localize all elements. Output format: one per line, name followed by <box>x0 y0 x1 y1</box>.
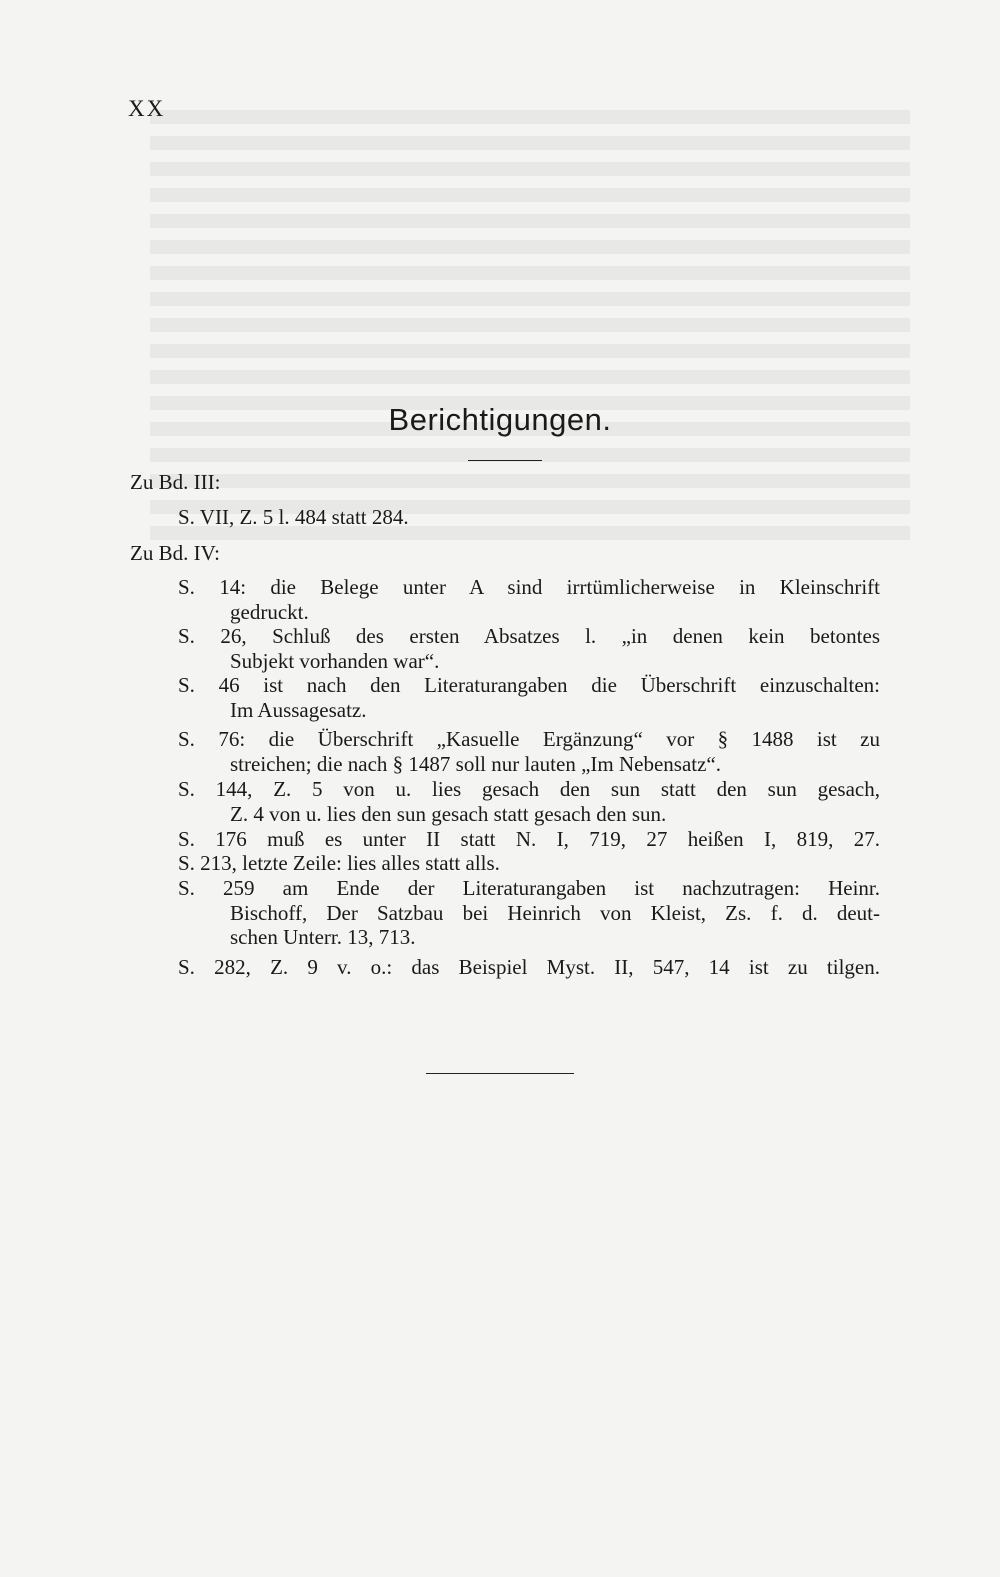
entry-line: Subjekt vorhanden war“. <box>230 648 440 673</box>
closing-rule <box>426 1073 574 1074</box>
entry-line: S. VII, Z. 5 l. 484 statt 284. <box>178 505 409 529</box>
entry-line: S. 282, Z. 9 v. o.: das Beispiel Myst. II, 547, 14 ist zu tilgen. <box>178 955 880 979</box>
page-title-text: Berichtigungen. <box>388 402 612 437</box>
entry-line: Im Aussagesatz. <box>230 697 367 722</box>
entry-line: S. 14: die Belege unter A sind irrtümlicherweise in Kleinschrift <box>178 575 880 599</box>
correction-entry <box>178 624 880 673</box>
correction-entry <box>178 673 880 722</box>
bleed-through-texture <box>150 110 910 540</box>
entry-line: Z. 4 von u. lies den sun gesach statt gesach den sun. <box>230 801 667 826</box>
section-heading-bd-iii: Zu Bd. III: <box>130 470 221 494</box>
correction-entry <box>178 575 880 624</box>
page-title <box>0 402 1000 438</box>
entry-line: S. 46 ist nach den Literaturangaben die Überschrift einzuschalten: <box>178 673 880 697</box>
entry-line: schen Unterr. 13, 713. <box>230 925 416 949</box>
correction-entry <box>178 851 880 876</box>
correction-entry <box>178 727 880 776</box>
entry-line: S. 259 am Ende der Literaturangaben ist nachzutragen: Heinr. <box>178 876 880 900</box>
entry-line: S. 213, letzte Zeile: lies alles statt alls. <box>178 851 500 875</box>
entry-line: gedruckt. <box>230 599 309 624</box>
title-divider <box>468 460 542 461</box>
entry-line: S. 76: die Überschrift „Kasuelle Ergänzung“ vor § 1488 ist zu <box>178 727 880 751</box>
correction-entry <box>178 827 880 852</box>
entry-line: S. 26, Schluß des ersten Absatzes l. „in denen kein betontes <box>178 624 880 648</box>
entry-line: S. 176 muß es unter II statt N. I, 719, 27 heißen I, 819, 27. <box>178 827 880 851</box>
entry-line: streichen; die nach § 1487 soll nur lauten „Im Nebensatz“. <box>230 751 721 776</box>
correction-entry <box>178 955 880 980</box>
correction-entry <box>178 876 880 950</box>
section-heading-bd-iv: Zu Bd. IV: <box>130 541 221 565</box>
entry-line: S. 144, Z. 5 von u. lies gesach den sun statt den sun gesach, <box>178 777 880 801</box>
page-number: XX <box>128 96 166 121</box>
correction-entry <box>178 777 880 826</box>
correction-entry <box>178 505 880 530</box>
entry-line: Bischoff, Der Satzbau bei Heinrich von Kleist, Zs. f. d. deut- <box>230 900 880 925</box>
